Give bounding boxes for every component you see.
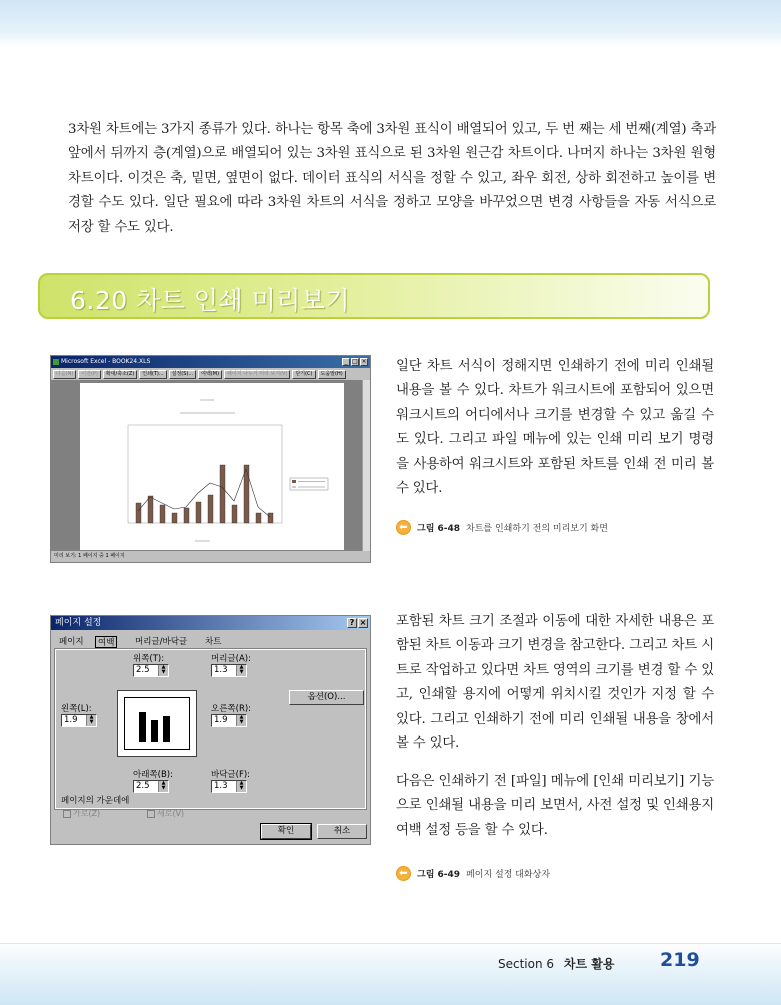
center-on-page-label: 페이지의 가운데에 [61, 796, 130, 806]
dialog-title-bar [51, 616, 370, 630]
footer-margin-label: 바닥글(F): [211, 770, 251, 780]
setup-button[interactable]: 설정(S)... [169, 370, 197, 379]
preview-chart-thumbnail [80, 383, 344, 550]
center-horizontal-checkbox[interactable] [63, 808, 100, 819]
footer-margin-value: 1.3 [214, 781, 228, 791]
caption-text: 차트를 인쇄하기 전의 미리보기 화면 [466, 524, 608, 534]
margin-preview [117, 690, 197, 757]
tab-page[interactable]: 페이지 [59, 637, 84, 647]
tab-chart[interactable]: 차트 [205, 637, 222, 647]
caption-label: 그림 6-49 [417, 870, 461, 880]
caption-text: 페이지 설정 대화상자 [466, 870, 551, 880]
header-margin-value: 1.3 [214, 665, 228, 675]
minimize-icon[interactable]: _ [342, 358, 350, 366]
preview-page [80, 383, 344, 550]
top-margin-label: 위쪽(T): [133, 654, 165, 664]
dialog-title: 페이지 설정 [55, 618, 102, 628]
options-button[interactable]: 옵션(O)... [289, 690, 364, 705]
tab-header-footer[interactable]: 머리글/바닥글 [135, 637, 188, 647]
figure-caption-6-48 [396, 520, 608, 535]
excel-title: Microsoft Excel - BOOK24.XLS [61, 358, 151, 365]
cancel-button[interactable]: 취소 [317, 824, 367, 839]
dialog-description-1: 포함된 차트 크기 조절과 이동에 대한 자세한 내용은 포함된 차트 이동과 크기 변경을 참고한다. 그리고 차트 시트로 작업하고 있다면 차트 영역의 크기를 변경 할 수 있고, 인쇄할 용지에 어떻게 위치시킬 것인가 지정 할 수 있다. 그리고 인쇄하기 전에 미리 인쇄될 내용을 창에서 볼 수 있다. [396, 614, 714, 752]
spin-arrows-icon[interactable]: ▲ ▼ [86, 715, 96, 726]
right-margin-value: 1.9 [214, 715, 228, 725]
intro-paragraph: 3차원 차트에는 3가지 종류가 있다. 하나는 항목 축에 3차원 표식이 배열되어 있고, 두 번 째는 세 번째(계열) 축과 앞에서 뒤까지 층(계열)으로 배열되어 있는 3차원 표식으로 된 3차원 원근감 차트이다. 나머지 하나는 3차원 원형 차트이다. 이것은 축, 밑면, 옆면이 없다. 데이터 표식의 서식을 정할 수 있고, 좌우 회전, 상하 회전하고 높이를 변경할 수도 있다. 일단 필요에 따라 3차원 차트의 서식을 정하고 모양을 바꾸었으면 변경 사항들을 자동 서식으로 저장 할 수도 있다. [68, 122, 716, 235]
vertical-label: 세로(V) [157, 809, 185, 818]
arrow-bullet-icon: ⬅ [396, 520, 411, 535]
tab-margins[interactable]: 여백 [95, 636, 117, 648]
page-setup-dialog [50, 615, 371, 845]
footer-chapter: 차트 활용 [563, 957, 615, 971]
excel-title-bar [51, 356, 370, 368]
print-button[interactable]: 인쇄(T)... [139, 370, 166, 379]
header-margin-label: 머리글(A): [211, 654, 251, 664]
footer-section [498, 955, 614, 972]
footer-divider [0, 943, 781, 944]
caption-label: 그림 6-48 [417, 524, 461, 534]
section-header-bar [38, 273, 710, 319]
arrow-bullet-icon: ⬅ [396, 866, 411, 881]
preview-toolbar [51, 368, 370, 380]
section-title: 6.20 차트 인쇄 미리보기 [70, 286, 351, 315]
ok-button[interactable]: 확인 [261, 824, 311, 839]
page-number: 219 [660, 949, 700, 971]
margins-button[interactable]: 여백(M) [198, 370, 222, 379]
next-page-button[interactable]: 다음(N) [53, 370, 76, 379]
spin-arrows-icon[interactable]: ▲ ▼ [158, 781, 168, 792]
close-icon[interactable]: × [359, 618, 367, 627]
horizontal-label: 가로(Z) [73, 809, 101, 818]
left-margin-stepper[interactable] [61, 714, 97, 727]
spin-arrows-icon[interactable]: ▲ ▼ [236, 715, 246, 726]
spin-arrows-icon[interactable]: ▲ ▼ [236, 781, 246, 792]
right-margin-stepper[interactable] [211, 714, 247, 727]
right-margin-label: 오른쪽(R): [211, 704, 252, 714]
top-band [0, 0, 781, 46]
excel-app-icon [53, 359, 59, 365]
preview-area [51, 380, 370, 552]
excel-print-preview-window [50, 355, 371, 563]
figure-caption-6-49 [396, 866, 550, 881]
close-icon[interactable]: × [361, 358, 367, 365]
bottom-margin-stepper[interactable] [133, 780, 169, 793]
top-margin-stepper[interactable] [133, 664, 169, 677]
spin-arrows-icon[interactable]: ▲ ▼ [236, 665, 246, 676]
header-margin-stepper[interactable] [211, 664, 247, 677]
maximize-icon[interactable]: □ [352, 358, 358, 365]
left-margin-value: 1.9 [64, 715, 78, 725]
page-break-preview-button[interactable]: 페이지 나누기 미리 보기(V) [224, 370, 290, 379]
spin-arrows-icon[interactable]: ▲ ▼ [158, 665, 168, 676]
vertical-scrollbar[interactable] [362, 380, 370, 552]
status-bar: 미리 보기: 1 페이지 중 1 페이지 [51, 551, 370, 562]
left-margin-label: 왼쪽(L): [61, 704, 92, 714]
zoom-button[interactable]: 확대/축소(Z) [103, 370, 137, 379]
bottom-margin-value: 2.5 [136, 781, 150, 791]
help-icon[interactable]: ? [347, 618, 357, 628]
footer-margin-stepper[interactable] [211, 780, 247, 793]
top-margin-value: 2.5 [136, 665, 150, 675]
footer-section-number: Section 6 [498, 957, 555, 971]
bottom-margin-label: 아래쪽(B): [133, 770, 173, 780]
help-button[interactable]: 도움말(H) [318, 370, 346, 379]
dialog-description-2: 다음은 인쇄하기 전 [파일] 메뉴에 [인쇄 미리보기] 기능으로 인쇄될 내용을 미리 보면서, 사전 설정 및 인쇄용지 여백 설정 등을 할 수 있다. [396, 774, 714, 838]
close-preview-button[interactable]: 닫기(C) [292, 370, 315, 379]
center-vertical-checkbox[interactable] [147, 808, 184, 819]
prev-page-button[interactable]: 이전(P) [78, 370, 101, 379]
preview-description: 일단 차트 서식이 정해지면 인쇄하기 전에 미리 인쇄될 내용을 볼 수 있다. 차트가 워크시트에 포함되어 있으면 워크시트의 어디에서나 크기를 변경할 수 있고 옮길 수도 있다. 그리고 파일 메뉴에 있는 인쇄 미리 보기 명령을 사용하여 워크시트와 포함된 차트를 인쇄 전 미리 볼 수 있다. [396, 359, 714, 497]
